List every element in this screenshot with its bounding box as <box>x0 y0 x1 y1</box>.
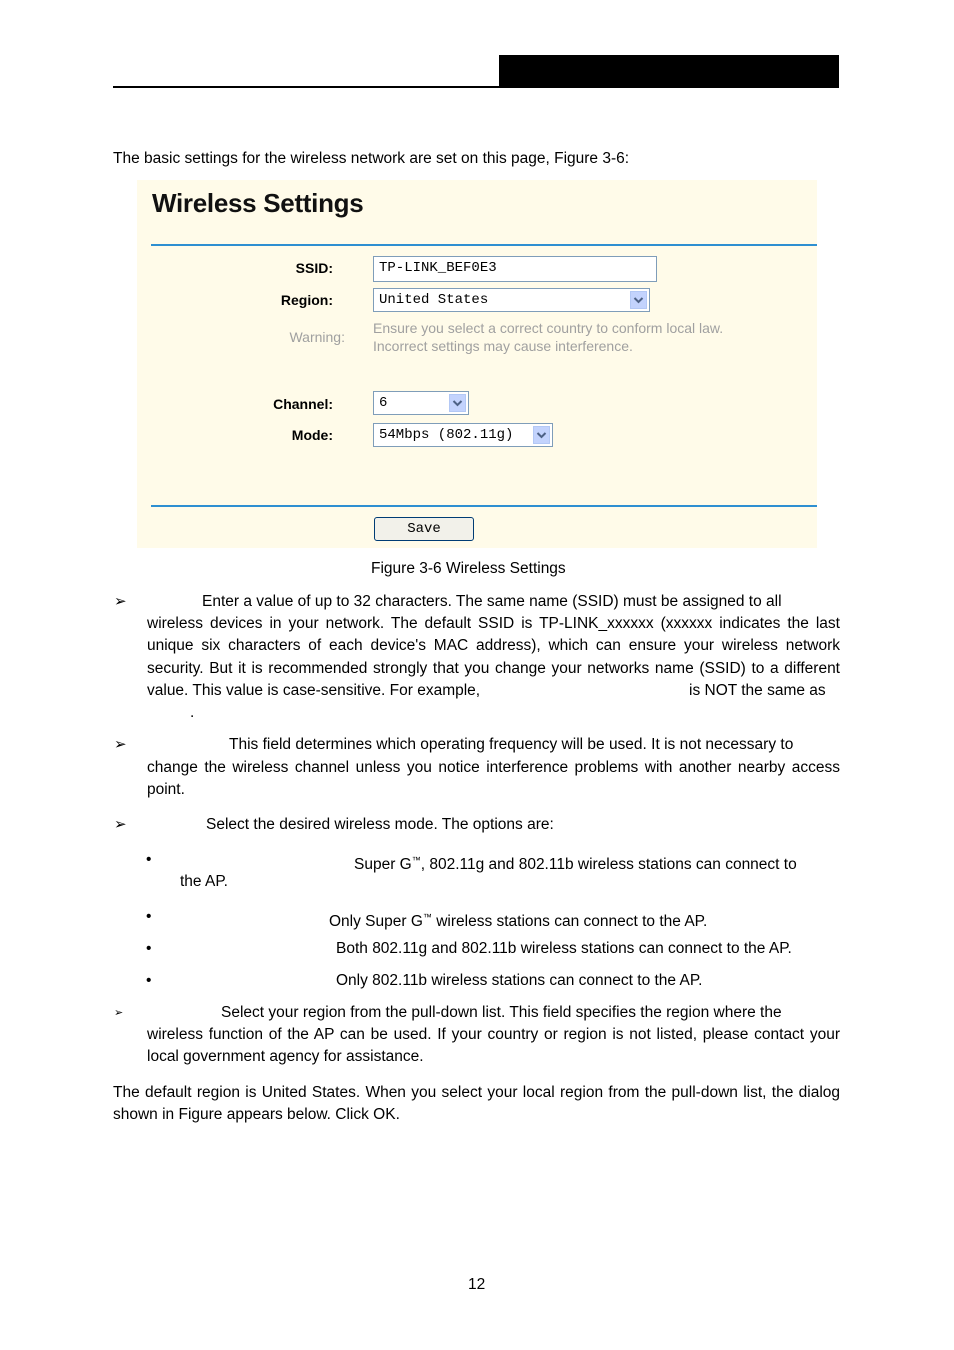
mode-option-1: Super G™, 802.11g and 802.11b wireless stations can connect to <box>354 855 797 874</box>
region-desc-body: wireless function of the AP can be used. If your country or region is not listed, please contact your local government agency for assistance. <box>147 1026 840 1066</box>
bullet-dot: • <box>146 908 152 925</box>
mode-option-2: Only Super G™ wireless stations can connect to the AP. <box>329 912 708 931</box>
mode-option-1-cont: the AP. <box>180 873 228 890</box>
warning-line-1: Ensure you select a correct country to conform local law. <box>373 320 724 336</box>
bullet-dot: • <box>146 972 152 989</box>
closing-text: The default region is United States. When you select your local region from the pull-down list, the dialog shown in Figure appears below. Click OK. <box>113 1084 840 1124</box>
figure-bottom-rule <box>151 505 817 507</box>
ssid-desc-body: wireless devices in your network. The default SSID is TP-LINK_xxxxxx (xxxxxx indicates the last unique six characters of each device's MAC address), which can ensure your wireless network security. But it is recommended strongly that you change your networks name (SSID) to a different value. This value is case-sensitive. For example, <box>147 615 840 699</box>
bullet-arrow: ➢ <box>114 736 127 753</box>
bullet-dot: • <box>146 940 152 957</box>
channel-select[interactable] <box>373 391 469 415</box>
intro-text: The basic settings for the wireless network are set on this page, Figure 3-6: <box>113 150 630 167</box>
region-desc-line1: Select your region from the pull-down list. This field specifies the region where the <box>221 1004 782 1021</box>
warning-label: Warning: <box>289 329 345 345</box>
bullet-arrow: ➢ <box>114 816 127 833</box>
ssid-desc-tail: is NOT the same as <box>689 682 826 699</box>
ssid-desc-dot: . <box>190 704 195 721</box>
mode-desc-line1: Select the desired wireless mode. The options are: <box>206 816 554 833</box>
channel-desc-body: change the wireless channel unless you notice interference problems with another nearby access point. <box>147 759 840 799</box>
wireless-settings-figure <box>137 180 817 548</box>
chevron-down-icon[interactable] <box>533 426 550 444</box>
ssid-label: SSID: <box>295 260 333 276</box>
mode-option-4: Only 802.11b wireless stations can connect to the AP. <box>336 972 703 989</box>
mode-option-3: Both 802.11g and 802.11b wireless stations can connect to the AP. <box>336 940 792 957</box>
channel-value: 6 <box>379 395 388 411</box>
region-label: Region: <box>280 292 333 308</box>
bullet-arrow: ➢ <box>114 593 127 610</box>
ssid-input[interactable]: TP-LINK_BEF0E3 <box>373 256 657 282</box>
figure-top-rule <box>151 244 817 246</box>
header-bar <box>499 55 839 88</box>
mode-label: Mode: <box>291 427 333 443</box>
mode-value: 54Mbps (802.11g) <box>379 427 514 443</box>
channel-label: Channel: <box>273 396 333 412</box>
region-value: United States <box>379 292 489 308</box>
bullet-dot: • <box>146 851 152 868</box>
figure-caption: Figure 3-6 Wireless Settings <box>371 560 566 577</box>
figure-title: Wireless Settings <box>152 188 364 218</box>
region-select[interactable] <box>373 288 650 312</box>
warning-line-2: Incorrect settings may cause interference. <box>373 338 633 354</box>
chevron-down-icon[interactable] <box>630 291 647 309</box>
channel-desc-line1: This field determines which operating frequency will be used. It is not necessary to <box>229 736 794 753</box>
chevron-down-icon[interactable] <box>449 394 466 412</box>
header-rule <box>113 86 499 88</box>
ssid-desc-line1: Enter a value of up to 32 characters. The same name (SSID) must be assigned to all <box>202 593 782 610</box>
page-number: 12 <box>468 1276 486 1293</box>
mode-select[interactable] <box>373 423 553 447</box>
save-button[interactable]: Save <box>374 517 474 541</box>
bullet-arrow: ➢ <box>114 1007 124 1019</box>
